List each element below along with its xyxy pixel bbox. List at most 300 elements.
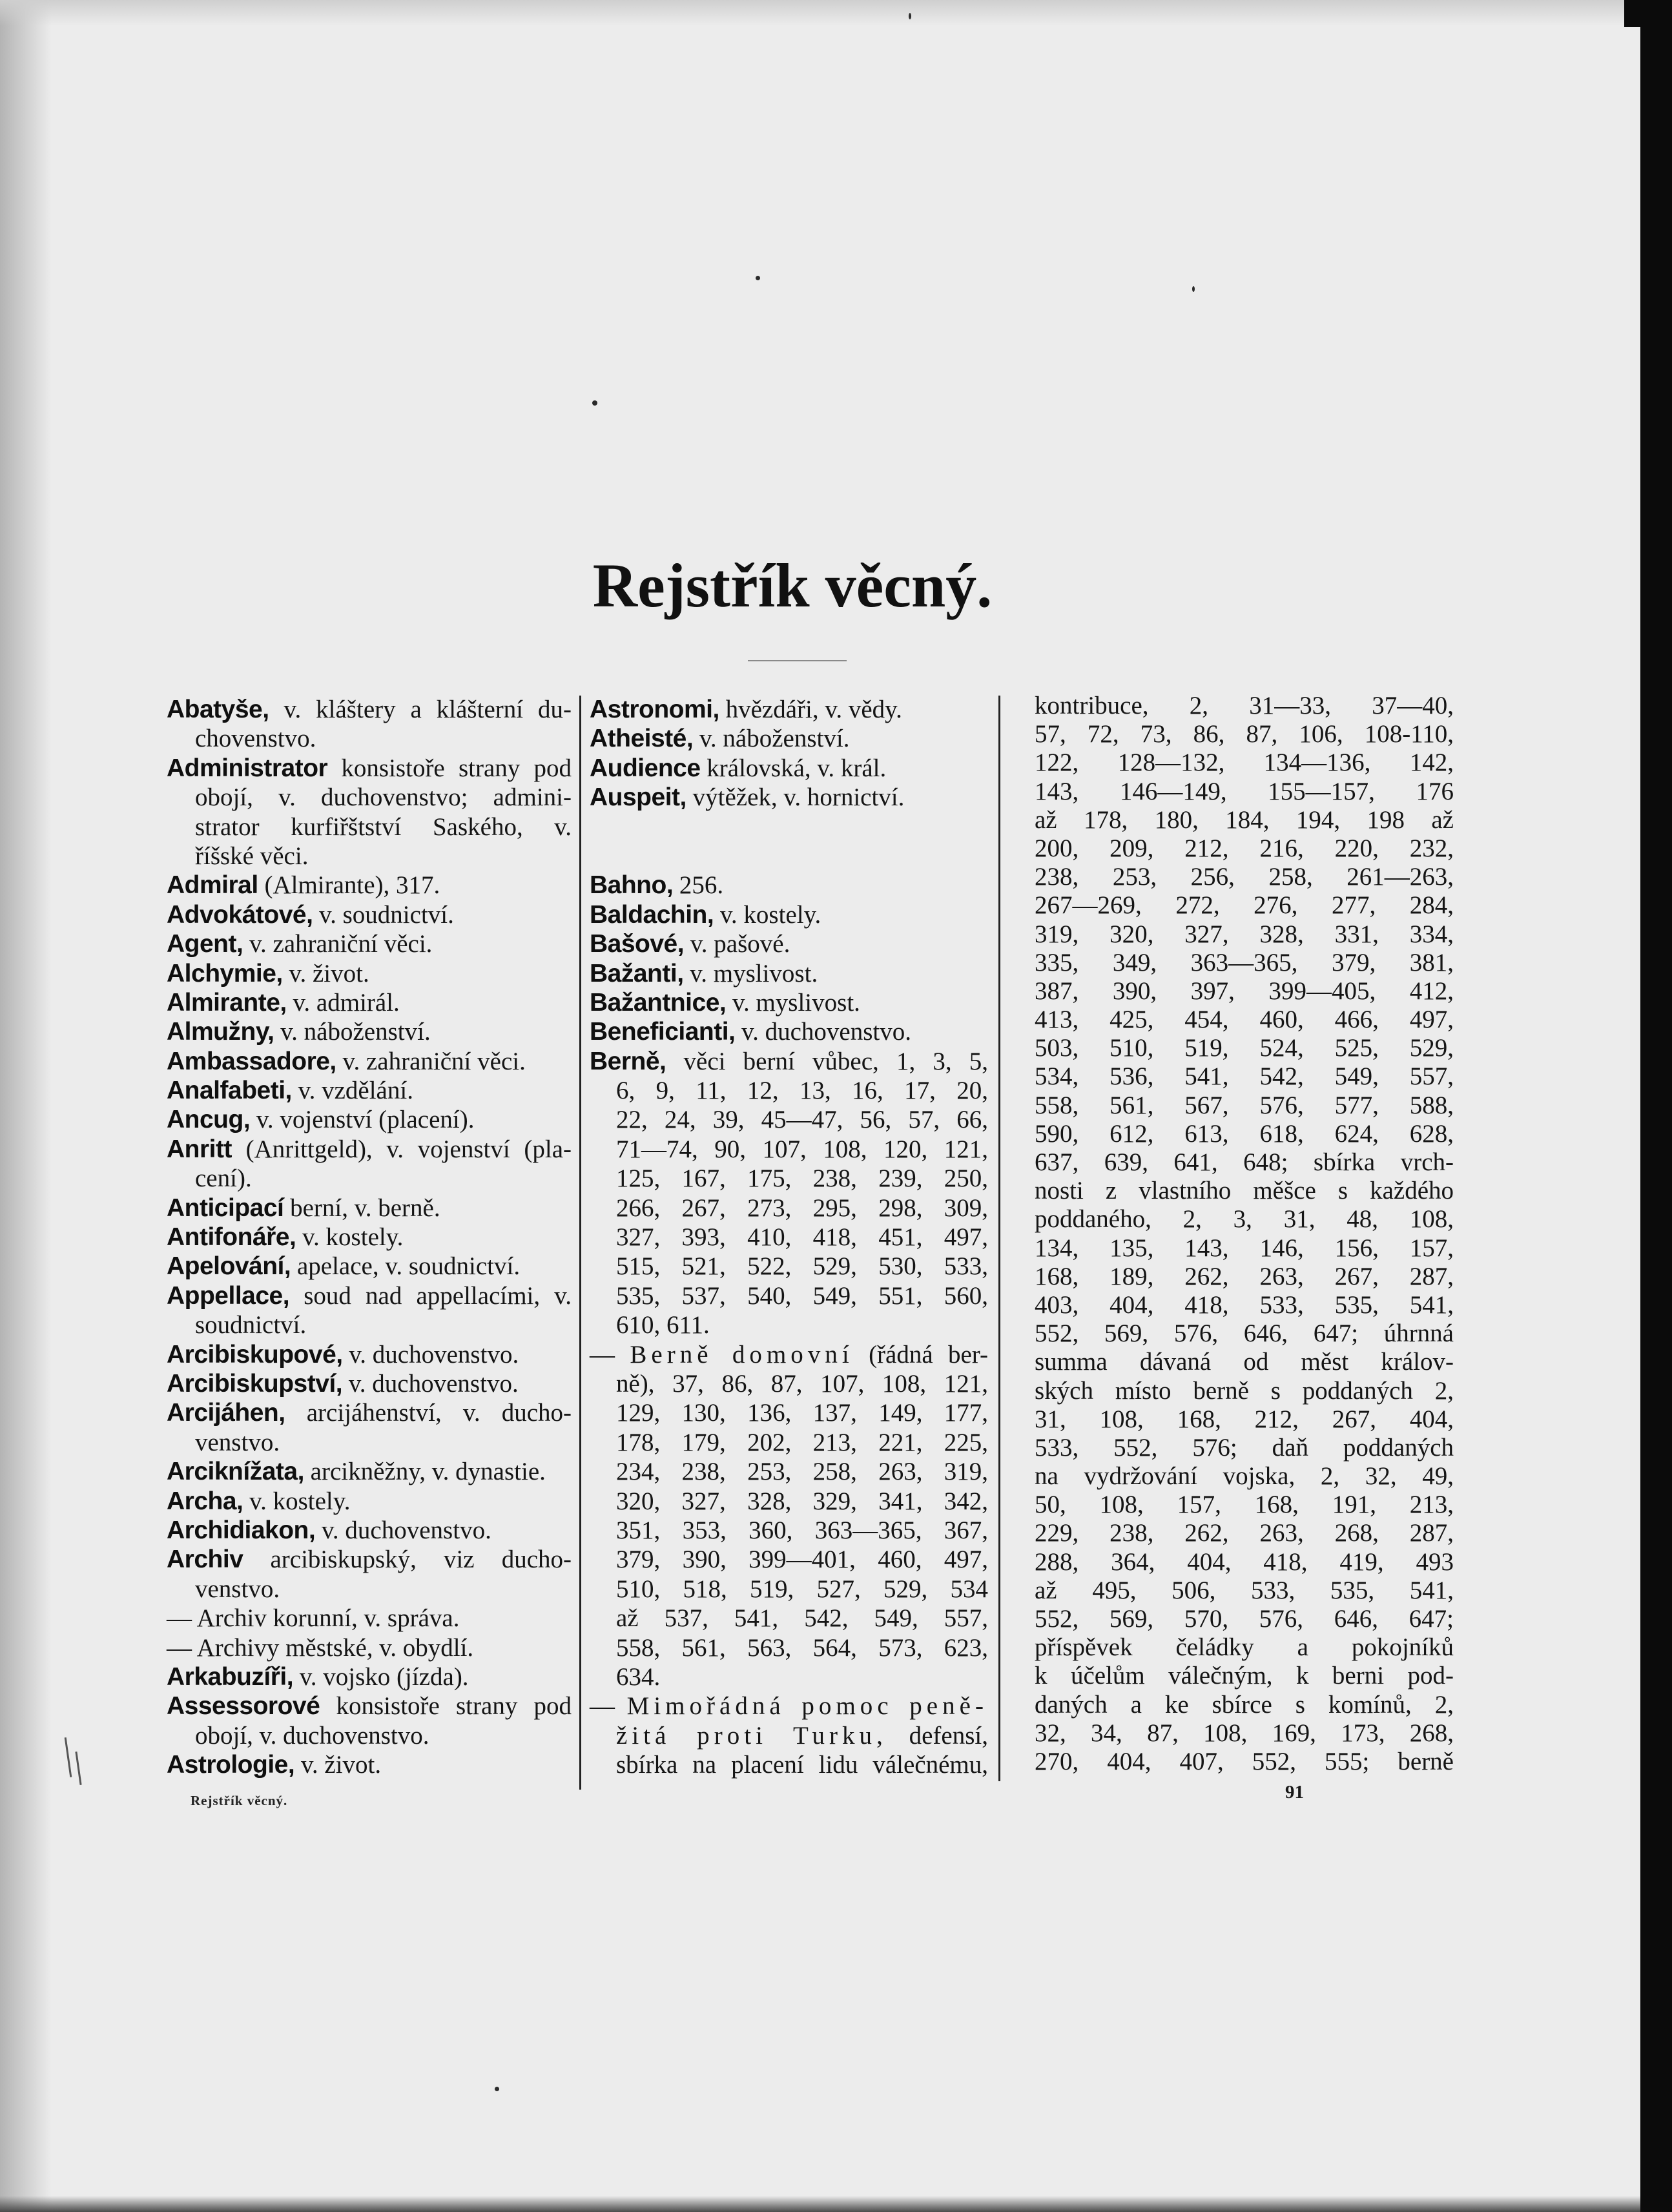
index-line bbox=[1007, 920, 1454, 949]
index-entry bbox=[167, 1398, 572, 1457]
index-line bbox=[590, 1691, 988, 1721]
index-text: 288, 364, 404, 418, 419, 493 bbox=[1035, 1547, 1454, 1576]
index-line bbox=[1007, 1091, 1454, 1120]
index-line bbox=[167, 1223, 572, 1252]
column-divider bbox=[579, 696, 581, 1790]
index-line bbox=[1007, 1148, 1454, 1177]
index-text: 270, 404, 407, 552, 555; berně bbox=[1035, 1747, 1454, 1775]
index-text: v. kostely. bbox=[714, 900, 821, 929]
index-line bbox=[167, 988, 572, 1017]
index-text: k účelům válečným, k berni pod- bbox=[1035, 1662, 1454, 1690]
index-text: nosti z vlastního měšce s každého bbox=[1035, 1177, 1454, 1205]
index-text: 533, 552, 576; daň poddaných bbox=[1035, 1433, 1454, 1462]
index-line bbox=[1007, 1605, 1454, 1633]
index-headword: Atheisté, bbox=[590, 725, 694, 753]
index-line bbox=[167, 1398, 572, 1427]
index-line bbox=[167, 783, 572, 812]
index-line bbox=[590, 1310, 988, 1339]
index-line bbox=[167, 1662, 572, 1691]
index-entry bbox=[167, 1135, 572, 1194]
index-text: v. admirál. bbox=[286, 988, 400, 1017]
index-text: — Archiv korunní, v. správa. bbox=[167, 1604, 460, 1633]
index-headword: Bažanti, bbox=[590, 959, 684, 987]
index-text: v. duchovenstvo. bbox=[735, 1018, 911, 1046]
index-entry bbox=[590, 1047, 988, 1340]
index-text: v. kláštery a klášterní du- bbox=[269, 696, 572, 723]
index-entry bbox=[167, 1662, 572, 1691]
index-text: 610, 611. bbox=[616, 1311, 710, 1339]
index-headword: Baldachin, bbox=[590, 900, 714, 929]
index-line bbox=[1007, 1205, 1454, 1234]
index-line bbox=[590, 1340, 988, 1369]
index-text: soud nad appellacími, v. bbox=[289, 1281, 572, 1310]
index-text: ně), 37, 86, 87, 107, 108, 121, bbox=[616, 1370, 988, 1398]
index-text: — Archivy městské, v. obydlí. bbox=[167, 1633, 474, 1662]
index-line bbox=[590, 1047, 988, 1076]
index-text: 234, 238, 253, 258, 263, 319, bbox=[616, 1458, 988, 1486]
index-text: až 537, 541, 542, 549, 557, bbox=[616, 1604, 988, 1633]
index-text: 178, 179, 202, 213, 221, 225, bbox=[616, 1428, 988, 1456]
index-text: 552, 569, 576, 646, 647; úhrnná bbox=[1035, 1319, 1454, 1348]
index-text: poddaného, 2, 3, 31, 48, 108, bbox=[1035, 1205, 1454, 1234]
index-text: v. myslivost. bbox=[726, 988, 860, 1017]
index-headword: Arciknížata, bbox=[167, 1458, 304, 1486]
index-headword: Apelování, bbox=[167, 1252, 291, 1281]
index-headword: Berně, bbox=[590, 1047, 666, 1075]
index-entry bbox=[167, 1076, 572, 1105]
index-line bbox=[590, 1252, 988, 1281]
index-text: 319, 320, 327, 328, 331, 334, bbox=[1035, 920, 1454, 948]
index-line bbox=[590, 1105, 988, 1134]
index-line bbox=[1007, 834, 1454, 863]
index-text: 320, 327, 328, 329, 341, 342, bbox=[616, 1487, 988, 1515]
index-line bbox=[167, 1017, 572, 1046]
index-line bbox=[1007, 977, 1454, 1006]
index-text: konsistoře strany pod bbox=[327, 754, 572, 782]
scan-border-right bbox=[1640, 0, 1672, 2212]
index-line bbox=[167, 1252, 572, 1281]
index-headword: Astronomi, bbox=[590, 696, 719, 723]
index-line bbox=[167, 1545, 572, 1574]
index-line bbox=[167, 1575, 572, 1604]
index-text: v. zahraniční věci. bbox=[243, 930, 433, 958]
index-headword: Arcijáhen, bbox=[167, 1399, 285, 1427]
index-line bbox=[167, 1047, 572, 1076]
index-entry bbox=[590, 695, 988, 724]
index-headword: Admiral bbox=[167, 871, 258, 900]
index-text: 31, 108, 168, 212, 267, 404, bbox=[1035, 1405, 1454, 1433]
index-line bbox=[1007, 1748, 1454, 1776]
title-rule bbox=[748, 660, 847, 661]
index-text: (řádná ber- bbox=[853, 1340, 988, 1369]
index-text: strator kurfiřštství Saského, v. bbox=[195, 812, 572, 841]
index-line bbox=[1007, 1263, 1454, 1291]
scan-edge-shadow-left bbox=[0, 0, 52, 2212]
index-column-2 bbox=[590, 695, 988, 1779]
index-text: 71—74, 90, 107, 108, 120, 121, bbox=[616, 1135, 988, 1163]
index-line bbox=[1007, 1434, 1454, 1462]
index-line bbox=[590, 1516, 988, 1545]
index-text: 6, 9, 11, 12, 13, 16, 17, 20, bbox=[616, 1077, 988, 1105]
index-line bbox=[590, 695, 988, 724]
index-text: v. zahraniční věci. bbox=[336, 1047, 526, 1075]
index-text: v. náboženství. bbox=[274, 1018, 431, 1046]
index-line bbox=[1007, 1120, 1454, 1148]
index-text: až 178, 180, 184, 194, 198 až bbox=[1035, 805, 1454, 834]
index-entry bbox=[590, 900, 988, 929]
index-text: v. kostely. bbox=[296, 1223, 404, 1252]
index-line bbox=[167, 929, 572, 958]
index-headword: Bašové, bbox=[590, 930, 685, 958]
index-headword: Appellace, bbox=[167, 1281, 290, 1310]
index-line bbox=[590, 1135, 988, 1164]
index-line bbox=[167, 695, 572, 724]
index-entry bbox=[590, 959, 988, 988]
index-entry bbox=[167, 1604, 572, 1633]
index-text: 200, 209, 212, 216, 220, 232, bbox=[1035, 834, 1454, 862]
index-letter-group bbox=[590, 695, 988, 812]
index-headword: Auspeit, bbox=[590, 783, 686, 812]
index-line bbox=[1007, 949, 1454, 977]
index-entry bbox=[167, 871, 572, 900]
index-line bbox=[167, 1076, 572, 1105]
index-entry bbox=[167, 695, 572, 754]
index-line bbox=[1007, 1576, 1454, 1605]
index-text: 515, 521, 522, 529, 530, 533, bbox=[616, 1252, 988, 1281]
index-line bbox=[167, 1750, 572, 1779]
index-entry bbox=[167, 1194, 572, 1223]
index-text: v. život. bbox=[282, 959, 369, 987]
index-text: 503, 510, 519, 524, 525, 529, bbox=[1035, 1034, 1454, 1062]
index-text: 634. bbox=[616, 1662, 661, 1691]
index-text: 351, 353, 360, 363—365, 367, bbox=[616, 1516, 988, 1544]
index-headword: Archiv bbox=[167, 1545, 243, 1574]
index-text: berní, v. berně. bbox=[284, 1194, 440, 1222]
index-entry bbox=[167, 988, 572, 1017]
index-text: obojí, v. duchovenstvo; admini- bbox=[195, 783, 572, 812]
index-headword: Assessorové bbox=[167, 1692, 320, 1721]
index-entry bbox=[1007, 692, 1454, 1776]
index-text: (Almirante), 317. bbox=[258, 871, 440, 900]
scan-speck bbox=[909, 13, 911, 19]
index-text: soudnictví. bbox=[195, 1311, 307, 1339]
index-text: v. soudnictví. bbox=[313, 900, 454, 929]
index-headword: Beneficianti, bbox=[590, 1018, 736, 1046]
index-line bbox=[1007, 1319, 1454, 1348]
index-line bbox=[590, 1721, 988, 1750]
index-text: 267—269, 272, 276, 277, 284, bbox=[1035, 891, 1454, 920]
index-line bbox=[590, 1545, 988, 1574]
index-spaced-text: Mimořádná pomoc peně- bbox=[626, 1692, 988, 1721]
scan-speck bbox=[756, 276, 760, 280]
index-letter-group bbox=[590, 871, 988, 1779]
scan-edge-shadow-top bbox=[0, 0, 1672, 26]
footer-signature: Rejstřík věcný. bbox=[191, 1793, 288, 1808]
index-text: arcibiskupský, viz ducho- bbox=[243, 1545, 572, 1574]
index-line bbox=[167, 1516, 572, 1545]
index-line bbox=[1007, 1234, 1454, 1263]
index-text: v. duchovenstvo. bbox=[342, 1340, 519, 1369]
index-line bbox=[1007, 1377, 1454, 1405]
index-column-3 bbox=[1007, 692, 1454, 1776]
index-headword: Advokátové, bbox=[167, 900, 313, 929]
index-text: 256. bbox=[673, 871, 724, 900]
index-line bbox=[167, 1105, 572, 1134]
page-title: Rejstřík věcný. bbox=[592, 551, 993, 620]
index-headword: Archidiakon, bbox=[167, 1516, 316, 1544]
index-text: 168, 189, 262, 263, 267, 287, bbox=[1035, 1262, 1454, 1290]
index-text: venstvo. bbox=[195, 1428, 280, 1456]
index-line bbox=[167, 900, 572, 929]
scan-corner-top-right bbox=[1624, 0, 1672, 27]
index-line bbox=[167, 871, 572, 900]
column-divider bbox=[998, 696, 1000, 1781]
index-text: 32, 34, 87, 108, 169, 173, 268, bbox=[1035, 1719, 1454, 1747]
index-text: 50, 108, 157, 168, 191, 213, bbox=[1035, 1491, 1454, 1519]
index-entry bbox=[167, 1545, 572, 1604]
index-line bbox=[1007, 1291, 1454, 1319]
index-line bbox=[167, 1281, 572, 1310]
index-entry bbox=[167, 900, 572, 929]
index-text: arcikněžny, v. dynastie. bbox=[304, 1458, 546, 1486]
index-text: hvězdáři, v. vědy. bbox=[719, 696, 902, 723]
index-text: 510, 518, 519, 527, 529, 534 bbox=[616, 1575, 988, 1603]
index-text: 413, 425, 454, 460, 466, 497, bbox=[1035, 1006, 1454, 1034]
index-line bbox=[1007, 692, 1454, 720]
index-line bbox=[167, 812, 572, 842]
index-line bbox=[590, 1633, 988, 1662]
index-line bbox=[590, 900, 988, 929]
index-entry bbox=[167, 1691, 572, 1750]
index-headword: Alchymie, bbox=[167, 959, 283, 987]
index-line bbox=[1007, 1491, 1454, 1519]
index-headword: Arcibiskupství, bbox=[167, 1369, 343, 1398]
scan-speck bbox=[592, 400, 597, 406]
index-spaced-text: žitá proti Turku, bbox=[616, 1721, 887, 1750]
index-text: 335, 349, 363—365, 379, 381, bbox=[1035, 948, 1454, 977]
index-text: summa dávaná od měst králov- bbox=[1035, 1348, 1454, 1376]
index-text: královská, v. král. bbox=[700, 754, 887, 782]
index-text: 403, 404, 418, 533, 535, 541, bbox=[1035, 1290, 1454, 1319]
index-text: 558, 561, 563, 564, 573, 623, bbox=[616, 1633, 988, 1662]
index-entry bbox=[167, 1047, 572, 1076]
index-line bbox=[167, 1721, 572, 1750]
index-entry bbox=[590, 1340, 988, 1692]
index-text: defensí, bbox=[887, 1721, 988, 1750]
index-line bbox=[167, 754, 572, 783]
index-text: v. vojenství (placení). bbox=[250, 1106, 475, 1134]
index-text: ských místo berně s poddaných 2, bbox=[1035, 1376, 1454, 1405]
index-line bbox=[167, 1135, 572, 1164]
index-line bbox=[167, 1457, 572, 1486]
index-text: arcijáhenství, v. ducho- bbox=[285, 1399, 572, 1427]
index-entry bbox=[167, 1223, 572, 1252]
index-line bbox=[590, 754, 988, 783]
index-line bbox=[590, 1398, 988, 1427]
index-text: v. myslivost. bbox=[683, 959, 818, 987]
index-text: na vydržování vojska, 2, 32, 49, bbox=[1035, 1462, 1454, 1491]
index-line bbox=[1007, 1633, 1454, 1662]
index-line bbox=[167, 1633, 572, 1662]
index-line bbox=[590, 1604, 988, 1633]
scan-mark bbox=[75, 1752, 81, 1785]
index-entry bbox=[590, 929, 988, 958]
index-line bbox=[590, 1194, 988, 1223]
index-line bbox=[590, 871, 988, 900]
index-line bbox=[1007, 891, 1454, 920]
index-entry bbox=[167, 1105, 572, 1134]
index-entry bbox=[167, 1516, 572, 1545]
index-headword: Analfabeti, bbox=[167, 1077, 292, 1105]
index-text: 57, 72, 73, 86, 87, 106, 108-110, bbox=[1035, 720, 1454, 749]
index-text: v. duchovenstvo. bbox=[342, 1369, 519, 1398]
index-text: — bbox=[590, 1692, 627, 1721]
index-text: v. duchovenstvo. bbox=[315, 1516, 491, 1544]
index-line bbox=[1007, 778, 1454, 806]
index-text: 129, 130, 136, 137, 149, 177, bbox=[616, 1399, 988, 1427]
index-headword: Arcibiskupové, bbox=[167, 1340, 343, 1369]
index-text: — bbox=[590, 1340, 630, 1369]
scan-mark bbox=[65, 1737, 72, 1777]
index-headword: Almužny, bbox=[167, 1018, 274, 1046]
index-line bbox=[1007, 806, 1454, 834]
index-entry bbox=[590, 724, 988, 753]
index-text: 229, 238, 262, 263, 268, 287, bbox=[1035, 1519, 1454, 1547]
index-line bbox=[1007, 1405, 1454, 1434]
index-text: výtěžek, v. hornictví. bbox=[686, 783, 905, 812]
index-text: 143, 146—149, 155—157, 176 bbox=[1035, 777, 1454, 805]
index-text: kontribuce, 2, 31—33, 37—40, bbox=[1035, 692, 1454, 719]
index-text: 238, 253, 256, 258, 261—263, bbox=[1035, 863, 1454, 891]
index-line bbox=[590, 959, 988, 988]
index-text: 535, 537, 540, 549, 551, 560, bbox=[616, 1281, 988, 1310]
index-line bbox=[590, 724, 988, 753]
scan-speck bbox=[495, 2087, 499, 2091]
index-headword: Archa, bbox=[167, 1487, 243, 1515]
index-line bbox=[1007, 1034, 1454, 1062]
index-line bbox=[590, 1457, 988, 1486]
index-line bbox=[167, 842, 572, 871]
index-headword: Ambassadore, bbox=[167, 1047, 336, 1075]
index-line bbox=[590, 1017, 988, 1046]
index-text: konsistoře strany pod bbox=[320, 1692, 572, 1721]
index-entry bbox=[167, 754, 572, 871]
index-line bbox=[1007, 1719, 1454, 1748]
index-line bbox=[1007, 1548, 1454, 1576]
index-entry bbox=[167, 1457, 572, 1486]
index-text: v. kostely. bbox=[243, 1487, 351, 1515]
index-entry bbox=[590, 1691, 988, 1779]
index-text: 125, 167, 175, 238, 239, 250, bbox=[616, 1164, 988, 1193]
page-number: 91 bbox=[1285, 1782, 1304, 1803]
index-line bbox=[167, 1487, 572, 1516]
index-line bbox=[590, 1575, 988, 1604]
index-letter-group bbox=[167, 695, 572, 1779]
index-line bbox=[167, 959, 572, 988]
index-spaced-text: Berně domovní bbox=[630, 1340, 854, 1369]
index-text: 134, 135, 143, 146, 156, 157, bbox=[1035, 1234, 1454, 1262]
index-headword: Almirante, bbox=[167, 988, 287, 1017]
index-text: v. náboženství. bbox=[693, 725, 850, 753]
index-entry bbox=[167, 929, 572, 958]
index-line bbox=[167, 1164, 572, 1193]
index-line bbox=[590, 1750, 988, 1779]
index-text: 379, 390, 399—401, 460, 497, bbox=[616, 1545, 988, 1574]
index-line bbox=[167, 724, 572, 753]
index-line bbox=[590, 1428, 988, 1457]
index-headword: Astrologie, bbox=[167, 1751, 295, 1779]
index-text: příspěvek čeládky a pokojníků bbox=[1035, 1633, 1454, 1662]
index-line bbox=[167, 1310, 572, 1339]
index-line bbox=[590, 988, 988, 1017]
index-line bbox=[590, 1164, 988, 1193]
index-line bbox=[1007, 720, 1454, 749]
index-headword: Ancug, bbox=[167, 1106, 251, 1134]
index-text: 552, 569, 570, 576, 646, 647; bbox=[1035, 1605, 1454, 1633]
index-line bbox=[1007, 1462, 1454, 1491]
index-headword: Antifonáře, bbox=[167, 1223, 296, 1252]
index-entry bbox=[167, 959, 572, 988]
index-line bbox=[167, 1340, 572, 1369]
index-line bbox=[1007, 1177, 1454, 1205]
index-headword: Arkabuzíři, bbox=[167, 1662, 294, 1691]
index-entry bbox=[590, 754, 988, 783]
index-line bbox=[1007, 1691, 1454, 1719]
index-entry bbox=[167, 1281, 572, 1340]
index-text: říšské věci. bbox=[195, 842, 309, 870]
index-line bbox=[590, 1223, 988, 1252]
index-text: až 495, 506, 533, 535, 541, bbox=[1035, 1576, 1454, 1604]
index-text: 266, 267, 273, 295, 298, 309, bbox=[616, 1194, 988, 1222]
index-text: v. vzdělání. bbox=[291, 1077, 413, 1105]
index-entry bbox=[167, 1633, 572, 1662]
index-column-1 bbox=[167, 695, 572, 1779]
index-line bbox=[167, 1369, 572, 1398]
index-text: chovenstvo. bbox=[195, 725, 316, 753]
index-text: 122, 128—132, 134—136, 142, bbox=[1035, 749, 1454, 777]
index-text: věci berní vůbec, 1, 3, 5, bbox=[666, 1047, 988, 1075]
index-line bbox=[590, 1076, 988, 1105]
index-line bbox=[590, 783, 988, 812]
index-headword: Anticipací bbox=[167, 1194, 284, 1222]
index-line bbox=[590, 1487, 988, 1516]
index-line bbox=[167, 1428, 572, 1457]
scan-edge-shadow-bottom bbox=[0, 2196, 1672, 2212]
index-headword: Bahno, bbox=[590, 871, 674, 900]
index-entry bbox=[167, 1017, 572, 1046]
index-headword: Abatyše, bbox=[167, 696, 269, 723]
index-line bbox=[167, 1691, 572, 1721]
index-text: cení). bbox=[195, 1164, 252, 1193]
index-entry bbox=[167, 1369, 572, 1398]
scan-speck bbox=[1192, 286, 1195, 292]
index-line bbox=[1007, 1348, 1454, 1376]
index-entry bbox=[590, 988, 988, 1017]
index-text: 637, 639, 641, 648; sbírka vrch- bbox=[1035, 1148, 1454, 1176]
index-line bbox=[1007, 1662, 1454, 1690]
index-text: daných a ke sbírce s komínů, 2, bbox=[1035, 1690, 1454, 1719]
index-entry bbox=[590, 871, 988, 900]
index-headword: Agent, bbox=[167, 930, 243, 958]
index-headword: Audience bbox=[590, 754, 701, 782]
index-text: v. pašové. bbox=[684, 930, 790, 958]
index-entry bbox=[167, 1252, 572, 1281]
index-text: sbírka na placení lidu válečnému, bbox=[616, 1751, 988, 1779]
index-line bbox=[1007, 863, 1454, 891]
index-line bbox=[590, 1662, 988, 1691]
index-headword: Anritt bbox=[167, 1135, 232, 1163]
index-entry bbox=[167, 1487, 572, 1516]
